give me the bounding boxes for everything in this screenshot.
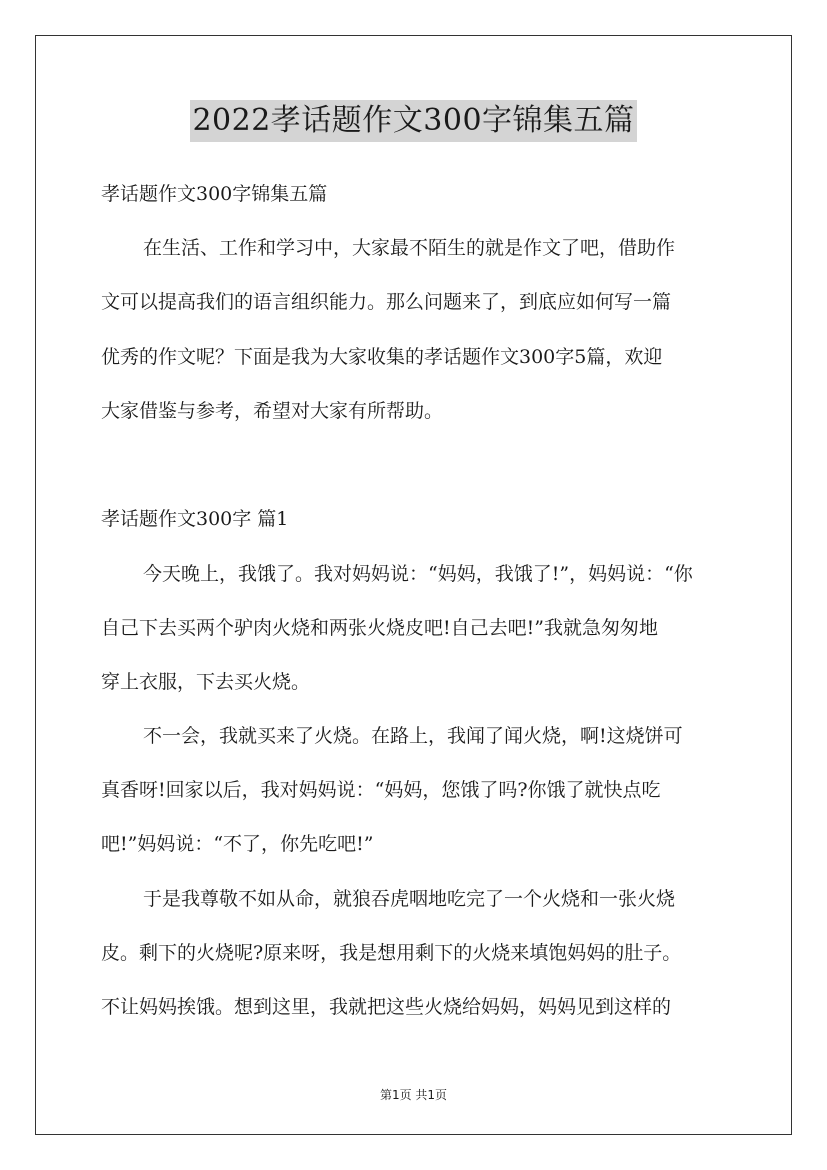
intro-line: 大家借鉴与参考，希望对大家有所帮助。 [101, 400, 444, 422]
intro-line: 文可以提高我们的语言组织能力。那么问题来了，到底应如何写一篇 [101, 291, 672, 313]
page-footer: 第1页 共1页 [379, 1088, 448, 1102]
body-line: 皮。剩下的火烧呢?原来呀，我是想用剩下的火烧来填饱妈妈的肚子。 [101, 942, 682, 964]
body-line: 不一会，我就买来了火烧。在路上，我闻了闻火烧，啊!这烧饼可 [143, 725, 683, 747]
section-heading: 孝话题作文300字 篇1 [101, 508, 289, 530]
body-line: 自己下去买两个驴肉火烧和两张火烧皮吧!自己去吧!”我就急匆匆地 [101, 617, 658, 639]
body-line: 今天晚上，我饿了。我对妈妈说：“妈妈，我饿了!”，妈妈说：“你 [143, 563, 693, 585]
intro-line: 优秀的作文呢？下面是我为大家收集的孝话题作文300字5篇，欢迎 [101, 346, 663, 368]
subtitle: 孝话题作文300字锦集五篇 [101, 183, 328, 205]
body-line: 不让妈妈挨饿。想到这里，我就把这些火烧给妈妈，妈妈见到这样的 [101, 996, 672, 1018]
title-container [0, 100, 827, 142]
body-line: 穿上衣服，下去买火烧。 [101, 671, 311, 693]
body-line: 于是我尊敬不如从命，就狼吞虎咽地吃完了一个火烧和一张火烧 [143, 888, 676, 910]
body-line: 真香呀!回家以后，我对妈妈说：“妈妈，您饿了吗?你饿了就快点吃 [101, 779, 661, 801]
intro-line: 在生活、工作和学习中，大家最不陌生的就是作文了吧，借助作 [143, 237, 676, 259]
body-line: 吧!”妈妈说：“不了，你先吃吧!” [101, 833, 374, 855]
document-title: 2022孝话题作文300字锦集五篇 [190, 100, 636, 142]
